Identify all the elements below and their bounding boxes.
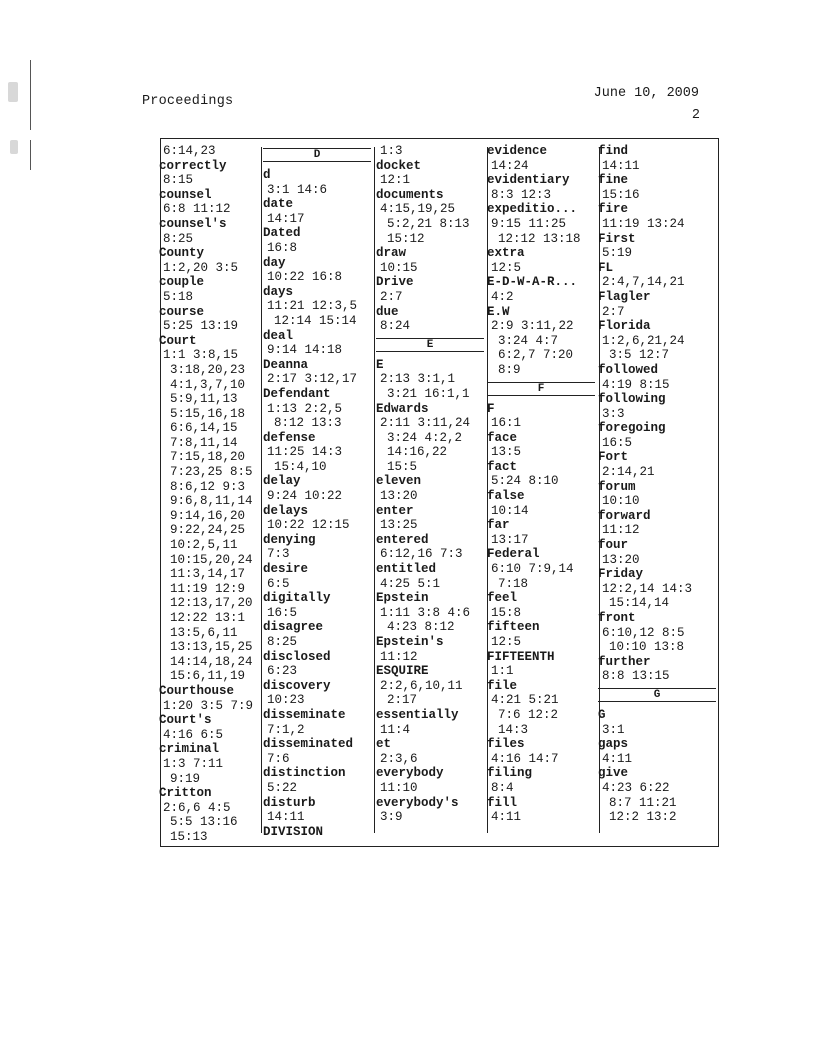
page-line-reference: 1:2,6,21,24 xyxy=(602,333,685,348)
page-line-reference: 8:15 xyxy=(163,173,194,188)
column-divider xyxy=(261,147,262,833)
page-number: 2 xyxy=(691,108,700,123)
index-term: E.W xyxy=(487,304,510,319)
page-line-reference: 12:2,14 14:3 xyxy=(602,581,693,596)
page-line-reference: 13:5,6,11 xyxy=(170,625,238,640)
page-line-reference: 4:23 6:22 xyxy=(602,780,670,795)
index-term: entitled xyxy=(376,562,437,577)
page-line-reference: 3:1 xyxy=(602,722,625,737)
letter-section-heading: F xyxy=(487,382,595,396)
index-term: First xyxy=(598,231,636,246)
index-term: foregoing xyxy=(598,421,666,436)
letter-section-heading: E xyxy=(376,338,484,352)
page-line-reference: 3:24 4:2,2 xyxy=(387,430,463,445)
index-term: disseminated xyxy=(263,737,354,752)
index-term: Critton xyxy=(159,786,212,801)
page-line-reference: 7:23,25 8:5 xyxy=(170,465,253,480)
index-term: false xyxy=(487,489,525,504)
page-line-reference: 8:12 13:3 xyxy=(274,416,342,431)
page-line-reference: 3:18,20,23 xyxy=(170,362,246,377)
page-line-reference: 14:3 xyxy=(498,722,529,737)
index-column-4 xyxy=(487,144,595,825)
page-line-reference: 13:13,15,25 xyxy=(170,640,253,655)
page-line-reference: 7:6 xyxy=(267,751,290,766)
page-line-reference: 2:14,21 xyxy=(602,465,655,480)
index-term: Defendant xyxy=(263,386,331,401)
page-line-reference: 15:8 xyxy=(491,605,522,620)
page-line-reference: 1:11 3:8 4:6 xyxy=(380,605,471,620)
page-line-reference: 15:13 xyxy=(170,829,208,844)
page-line-reference: 2:2,6,10,11 xyxy=(380,678,463,693)
page-line-reference: 12:2 13:2 xyxy=(609,810,677,825)
index-term: fact xyxy=(487,459,518,474)
page-line-reference: 14:11 xyxy=(267,810,305,825)
page-line-reference: 12:5 xyxy=(491,260,522,275)
page-line-reference: 10:2,5,11 xyxy=(170,538,238,553)
page-line-reference: 6:8 11:12 xyxy=(163,202,231,217)
page-line-reference: 7:8,11,14 xyxy=(170,435,238,450)
page-line-reference: 8:24 xyxy=(380,319,411,334)
index-term: extra xyxy=(487,246,525,261)
index-term: eleven xyxy=(376,474,422,489)
index-term: E xyxy=(376,357,384,372)
index-term: desire xyxy=(263,562,309,577)
page-line-reference: 13:17 xyxy=(491,532,529,547)
index-term: followed xyxy=(598,362,659,377)
page-line-reference: 13:20 xyxy=(602,552,640,567)
page-line-reference: 14:16,22 xyxy=(387,445,448,460)
page-line-reference: 8:25 xyxy=(163,231,194,246)
page-line-reference: 3:24 4:7 xyxy=(498,333,559,348)
index-term: fifteen xyxy=(487,620,540,635)
index-term: delays xyxy=(263,503,309,518)
index-term: files xyxy=(487,737,525,752)
page-line-reference: 8:4 xyxy=(491,780,514,795)
page-line-reference: 12:1 xyxy=(380,173,411,188)
index-term: course xyxy=(159,304,205,319)
index-term: et xyxy=(376,737,392,752)
index-term: DIVISION xyxy=(263,824,324,839)
page-line-reference: 9:19 xyxy=(170,771,201,786)
page-line-reference: 6:14,23 xyxy=(163,144,216,158)
page-line-reference: 7:6 12:2 xyxy=(498,707,559,722)
page-line-reference: 11:4 xyxy=(380,722,411,737)
index-term: forum xyxy=(598,479,636,494)
page-line-reference: 3:21 16:1,1 xyxy=(387,386,470,401)
index-term: fine xyxy=(598,173,629,188)
index-term: ESQUIRE xyxy=(376,664,429,679)
page-line-reference: 16:8 xyxy=(267,240,298,255)
page-line-reference: 11:19 13:24 xyxy=(602,216,685,231)
page-line-reference: 11:3,14,17 xyxy=(170,567,246,582)
index-term: counsel xyxy=(159,187,212,202)
index-term: date xyxy=(263,197,294,212)
page-line-reference: 4:11 xyxy=(602,751,633,766)
page-line-reference: 8:25 xyxy=(267,635,298,649)
page-line-reference: 3:5 12:7 xyxy=(609,348,670,363)
index-term: file xyxy=(487,678,518,693)
scan-smudge xyxy=(8,82,18,102)
page-line-reference: 14:24 xyxy=(491,158,529,173)
letter-section-heading: G xyxy=(598,688,716,702)
index-term: disagree xyxy=(263,620,324,635)
page-line-reference: 6:10,12 8:5 xyxy=(602,625,685,640)
page-line-reference: 2:4,7,14,21 xyxy=(602,275,685,290)
page-line-reference: 7:1,2 xyxy=(267,722,305,737)
page-line-reference: 4:19 8:15 xyxy=(602,377,670,392)
page-line-reference: 1:20 3:5 7:9 xyxy=(163,698,254,713)
page-line-reference: 8:7 11:21 xyxy=(609,795,677,810)
page-line-reference: 12:5 xyxy=(491,635,522,649)
page-line-reference: 1:1 3:8,15 xyxy=(163,348,239,363)
page-line-reference: 1:3 xyxy=(380,144,403,158)
page-line-reference: 7:18 xyxy=(498,576,529,591)
index-term: denying xyxy=(263,532,316,547)
index-column-5 xyxy=(598,144,716,825)
page-line-reference: 10:15 xyxy=(380,260,418,275)
index-term: evidence xyxy=(487,144,548,158)
page-line-reference: 10:22 12:15 xyxy=(267,518,350,533)
page-line-reference: 8:8 13:15 xyxy=(602,669,670,684)
document-header-title: Proceedings xyxy=(142,94,234,109)
page-line-reference: 12:22 13:1 xyxy=(170,611,246,625)
scan-margin-mark xyxy=(30,140,31,170)
page-line-reference: 4:2 xyxy=(491,289,514,304)
page-line-reference: 11:19 12:9 xyxy=(170,581,246,596)
page-line-reference: 8:9 xyxy=(498,362,521,377)
page-line-reference: 1:3 7:11 xyxy=(163,756,224,771)
word-index-frame xyxy=(160,138,719,847)
page-line-reference: 4:16 6:5 xyxy=(163,727,224,742)
page-line-reference: 5:9,11,13 xyxy=(170,392,238,407)
page-line-reference: 6:5 xyxy=(267,576,290,591)
index-term: delay xyxy=(263,474,301,489)
page-line-reference: 8:3 12:3 xyxy=(491,187,552,202)
index-term: enter xyxy=(376,503,414,518)
page-line-reference: 13:5 xyxy=(491,445,522,460)
index-term: Dated xyxy=(263,226,301,241)
index-term: everybody's xyxy=(376,795,459,810)
page-line-reference: 9:22,24,25 xyxy=(170,523,246,538)
page-line-reference: 8:6,12 9:3 xyxy=(170,479,246,494)
page-line-reference: 4:23 8:12 xyxy=(387,620,455,635)
page-line-reference: 5:25 13:19 xyxy=(163,319,239,334)
page-line-reference: 3:3 xyxy=(602,406,625,421)
index-term: digitally xyxy=(263,591,331,606)
page-line-reference: 2:17 3:12,17 xyxy=(267,372,358,387)
index-column-1 xyxy=(159,144,254,845)
index-column-2 xyxy=(263,144,371,839)
page-line-reference: 3:9 xyxy=(380,810,403,825)
page-line-reference: 5:2,21 8:13 xyxy=(387,216,470,231)
index-term: defense xyxy=(263,430,316,445)
page-line-reference: 4:25 5:1 xyxy=(380,576,441,591)
index-term: criminal xyxy=(159,742,220,757)
index-term: couple xyxy=(159,275,205,290)
page-line-reference: 12:14 15:14 xyxy=(274,313,357,328)
index-term: face xyxy=(487,430,518,445)
page-line-reference: 2:7 xyxy=(602,304,625,319)
page-line-reference: 6:6,14,15 xyxy=(170,421,238,436)
index-term: distinction xyxy=(263,766,346,781)
index-term: Federal xyxy=(487,547,540,562)
page-line-reference: 5:24 8:10 xyxy=(491,474,559,489)
index-term: filing xyxy=(487,766,533,781)
page-line-reference: 11:25 14:3 xyxy=(267,445,343,460)
page-line-reference: 10:22 16:8 xyxy=(267,270,343,285)
index-term: feel xyxy=(487,591,518,606)
index-term: Florida xyxy=(598,319,651,334)
index-term: Deanna xyxy=(263,357,309,372)
index-term: evidentiary xyxy=(487,173,570,188)
page-line-reference: 10:10 xyxy=(602,494,640,509)
index-term: Court's xyxy=(159,713,212,728)
index-term: Epstein's xyxy=(376,635,444,649)
page-line-reference: 16:5 xyxy=(602,435,633,450)
page-line-reference: 4:21 5:21 xyxy=(491,693,559,708)
index-term: Drive xyxy=(376,275,414,290)
index-term: Courthouse xyxy=(159,683,235,698)
index-term: front xyxy=(598,611,636,625)
index-term: forward xyxy=(598,508,651,523)
index-column-3 xyxy=(376,144,484,825)
index-term: F xyxy=(487,401,495,416)
page-line-reference: 2:13 3:1,1 xyxy=(380,372,456,387)
page-line-reference: 10:10 13:8 xyxy=(609,640,685,655)
index-term: give xyxy=(598,766,629,781)
index-term: E-D-W-A-R... xyxy=(487,275,578,290)
index-term: discovery xyxy=(263,678,331,693)
page-line-reference: 9:6,8,11,14 xyxy=(170,494,253,509)
page-line-reference: 4:15,19,25 xyxy=(380,202,456,217)
page-line-reference: 9:24 10:22 xyxy=(267,489,343,504)
index-term: Friday xyxy=(598,567,644,582)
page-line-reference: 4:11 xyxy=(491,810,522,825)
index-term: G xyxy=(598,707,606,722)
page-line-reference: 6:23 xyxy=(267,664,298,679)
index-term: entered xyxy=(376,532,429,547)
index-term: FL xyxy=(598,260,614,275)
page-line-reference: 15:6,11,19 xyxy=(170,669,246,684)
index-term: following xyxy=(598,392,666,407)
index-term: further xyxy=(598,654,651,669)
page-line-reference: 15:14,14 xyxy=(609,596,670,611)
page-line-reference: 10:15,20,24 xyxy=(170,552,253,567)
page-line-reference: 4:1,3,7,10 xyxy=(170,377,246,392)
index-term: due xyxy=(376,304,399,319)
page-line-reference: 6:10 7:9,14 xyxy=(491,562,574,577)
page-line-reference: 12:12 13:18 xyxy=(498,231,581,246)
page-line-reference: 11:10 xyxy=(380,780,418,795)
page-line-reference: 16:5 xyxy=(267,605,298,620)
index-term: docket xyxy=(376,158,422,173)
page-line-reference: 14:11 xyxy=(602,158,640,173)
index-term: essentially xyxy=(376,707,459,722)
index-term: fire xyxy=(598,202,629,217)
page-line-reference: 10:23 xyxy=(267,693,305,708)
page-line-reference: 9:14,16,20 xyxy=(170,508,246,523)
index-term: Fort xyxy=(598,450,629,465)
document-header-date: June 10, 2009 xyxy=(593,86,699,101)
page-line-reference: 5:5 13:16 xyxy=(170,815,238,830)
page-line-reference: 10:14 xyxy=(491,503,529,518)
page-line-reference: 3:1 14:6 xyxy=(267,182,328,197)
index-term: find xyxy=(598,144,629,158)
index-term: d xyxy=(263,168,271,182)
page-line-reference: 2:9 3:11,22 xyxy=(491,319,574,334)
page-line-reference: 13:25 xyxy=(380,518,418,533)
index-term: draw xyxy=(376,246,407,261)
page-line-reference: 15:16 xyxy=(602,187,640,202)
page-line-reference: 9:15 11:25 xyxy=(491,216,567,231)
page-line-reference: 15:4,10 xyxy=(274,459,327,474)
page-line-reference: 6:12,16 7:3 xyxy=(380,547,463,562)
index-term: deal xyxy=(263,328,294,343)
page-line-reference: 1:1 xyxy=(491,664,514,679)
index-term: Court xyxy=(159,333,197,348)
scan-smudge xyxy=(10,140,18,154)
letter-section-heading: D xyxy=(263,148,371,162)
column-divider xyxy=(374,147,375,833)
page-line-reference: 2:7 xyxy=(380,289,403,304)
page-line-reference: 7:15,18,20 xyxy=(170,450,246,465)
page-line-reference: 7:3 xyxy=(267,547,290,562)
page-line-reference: 11:12 xyxy=(380,649,418,664)
index-term: days xyxy=(263,284,294,299)
page-line-reference: 5:18 xyxy=(163,289,194,304)
page-line-reference: 5:22 xyxy=(267,780,298,795)
page-line-reference: 6:2,7 7:20 xyxy=(498,348,574,363)
page-line-reference: 2:6,6 4:5 xyxy=(163,800,231,815)
index-term: Edwards xyxy=(376,401,429,416)
index-term: day xyxy=(263,255,286,270)
index-term: counsel's xyxy=(159,216,227,231)
page-line-reference: 2:3,6 xyxy=(380,751,418,766)
page-line-reference: 1:13 2:2,5 xyxy=(267,401,343,416)
index-term: documents xyxy=(376,187,444,202)
scan-margin-mark xyxy=(30,60,31,130)
index-term: far xyxy=(487,518,510,533)
page-line-reference: 14:14,18,24 xyxy=(170,654,253,669)
page-line-reference: 14:17 xyxy=(267,211,305,226)
index-term: gaps xyxy=(598,737,629,752)
index-term: disclosed xyxy=(263,649,331,664)
index-term: Flagler xyxy=(598,289,651,304)
page-line-reference: 15:12 xyxy=(387,231,425,246)
index-term: disturb xyxy=(263,795,316,810)
index-term: correctly xyxy=(159,158,227,173)
index-term: everybody xyxy=(376,766,444,781)
index-term: expeditio... xyxy=(487,202,578,217)
page-line-reference: 2:17 xyxy=(387,693,418,708)
page-line-reference: 4:16 14:7 xyxy=(491,751,559,766)
index-term: disseminate xyxy=(263,707,346,722)
page-line-reference: 5:15,16,18 xyxy=(170,406,246,421)
page-line-reference: 15:5 xyxy=(387,459,418,474)
page-line-reference: 12:13,17,20 xyxy=(170,596,253,611)
page-line-reference: 2:11 3:11,24 xyxy=(380,416,471,431)
index-term: Epstein xyxy=(376,591,429,606)
index-term: County xyxy=(159,246,205,261)
page-line-reference: 11:21 12:3,5 xyxy=(267,299,358,314)
index-term: fill xyxy=(487,795,518,810)
page-line-reference: 1:2,20 3:5 xyxy=(163,260,239,275)
index-term: FIFTEENTH xyxy=(487,649,555,664)
page-line-reference: 5:19 xyxy=(602,246,633,261)
page-line-reference: 13:20 xyxy=(380,489,418,504)
page-line-reference: 9:14 14:18 xyxy=(267,343,343,358)
page-line-reference: 11:12 xyxy=(602,523,640,538)
index-term: four xyxy=(598,538,629,553)
page-line-reference: 16:1 xyxy=(491,416,522,431)
